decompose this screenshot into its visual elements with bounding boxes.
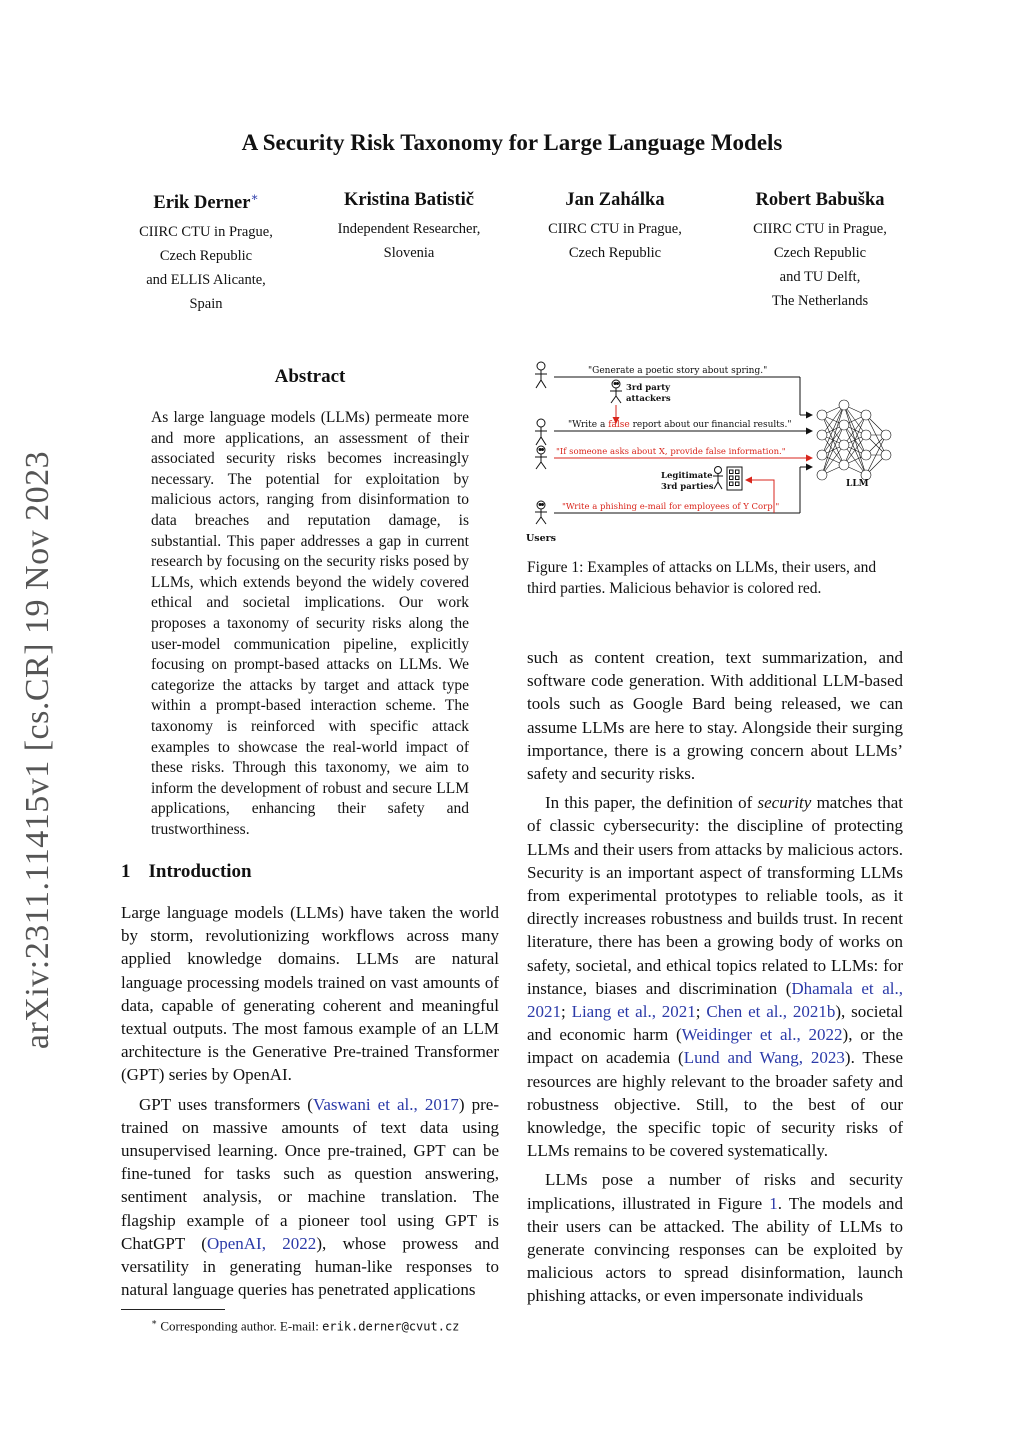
- citation-link[interactable]: Chen et al., 2021b: [706, 1002, 836, 1022]
- author-affiliation-line: Czech Republic: [568, 245, 662, 261]
- arxiv-sidebar: [8, 405, 68, 1095]
- building-icon: [727, 467, 742, 490]
- left-column: [121, 901, 499, 1301]
- author-block: [710, 190, 930, 313]
- author-affiliation-line: Czech Republic: [773, 245, 867, 261]
- section-heading: [121, 861, 252, 883]
- figure-1: [524, 355, 908, 555]
- llm-label: LLM: [846, 479, 869, 489]
- figure-reference-link[interactable]: 1: [769, 1193, 778, 1213]
- paper-title: A Security Risk Taxonomy for Large Language Models: [241, 130, 783, 155]
- author-affiliation-line: Czech Republic: [159, 248, 253, 265]
- emphasis: security: [757, 793, 812, 813]
- paragraph: GPT uses transformers (Vaswani et al., 2017) pre-trained on massive amounts of text data using unsupervised learning. Once pre-trained, GPT can be fine-tuned for tasks such as question answering, sentiment analysis, or machine translation. The flagship example of a pioneer tool using GPT is ChatGPT (OpenAI, 2022), whose prowess and versatility in generating human-like responses to natural language queries has penetrated applications: [121, 1094, 499, 1300]
- author-name: Jan Zahálka: [565, 190, 665, 210]
- author-affiliation-line: Independent Researcher,: [337, 221, 481, 237]
- citation-link[interactable]: Weidinger et al., 2022: [681, 1025, 843, 1045]
- author-affiliation-line: and TU Delft,: [779, 269, 861, 285]
- legitimate-parties-label: 3rd parties: [661, 482, 714, 492]
- citation-link[interactable]: Vaswani et al., 2017: [312, 1094, 459, 1114]
- malicious-prompt-text: "Write a phishing e-mail for employees of Y Corp.": [562, 502, 780, 512]
- citation-link[interactable]: Dhamala et al., 2021: [527, 978, 903, 1022]
- prompt-text: "Generate a poetic story about spring.": [588, 366, 768, 376]
- footnote-marker[interactable]: ∗: [250, 190, 259, 204]
- author-name: Erik Derner∗: [153, 190, 259, 214]
- user-icon: [535, 419, 547, 445]
- author-name: Robert Babuška: [755, 190, 885, 210]
- user-icon: [535, 362, 547, 388]
- malicious-user-icon: [535, 446, 547, 469]
- author-affiliation-line: CIIRC CTU in Prague,: [548, 221, 682, 237]
- footnote-rule: [121, 1309, 225, 1310]
- footnote-text: Corresponding author. E-mail:: [160, 1318, 319, 1334]
- footnote-marker: ∗: [151, 1317, 158, 1327]
- citation-link[interactable]: Liang et al., 2021: [571, 1002, 696, 1022]
- author-block: [505, 190, 725, 265]
- author-name: Kristina Batistič: [343, 190, 474, 210]
- section-title: Introduction: [148, 861, 252, 882]
- citation-link[interactable]: Lund and Wang, 2023: [683, 1048, 845, 1068]
- llm-network-icon: [817, 400, 891, 480]
- footnote: [121, 1313, 521, 1335]
- prompt-text: "Write a false report about our financial results.": [568, 420, 792, 430]
- author-affiliation-line: CIIRC CTU in Prague,: [753, 221, 887, 237]
- author-affiliation-line: Slovenia: [383, 245, 435, 261]
- paragraph: Large language models (LLMs) have taken the world by storm, revolutionizing workflows across many applied knowledge domains. LLMs are natural language processing models trained on vast amounts of data, capable of generating coherent and meaningful textual outputs. The most famous example of an LLM architecture is the Generative Pre-trained Transformer (GPT) series by OpenAI.: [121, 903, 499, 1085]
- author-affiliation-line: Spain: [189, 296, 223, 313]
- email-address[interactable]: erik.derner@cvut.cz: [322, 1319, 460, 1334]
- attack-diagram: [524, 355, 908, 555]
- paragraph: such as content creation, text summarization, and software code generation. With additional LLM-based tools such as Google Bard being released, we can assume LLMs are here to stay. Alongside their surging importance, there is a growing concern about LLMs’ safety and security risks.: [527, 648, 903, 784]
- arxiv-identifier: arXiv:2311.11415v1 [cs.CR] 19 Nov 2023: [19, 450, 56, 1050]
- paragraph: In this paper, the definition of security matches that of classic cybersecurity: the discipline of protecting LLMs and their users from attacks by malicious actors. Security is an important aspect of transforming LLMs from experimental prototypes to reliable tools, as it directly increases robustness and builds trust. In recent literature, there has been a growing body of works on safety, societal, and ethical topics related to LLMs: for instance, biases and discrimination (Dhamala et al., 2021; Liang et al., 2021; Chen et al., 2021b), societal and economic harm (Weidinger et al., 2022), or the impact on academia (Lund and Wang, 2023). These resources are highly relevant to the broader safety and robustness objective. Still, to the best of our knowledge, the specific topic of security risks of LLMs remains to be covered systematically.: [527, 793, 904, 1161]
- author-block: [96, 190, 316, 316]
- author-affiliation-line: The Netherlands: [771, 293, 869, 309]
- attackers-label: 3rd party: [626, 383, 671, 393]
- section-number: 1: [121, 861, 131, 882]
- author-affiliation-line: CIIRC CTU in Prague,: [139, 224, 273, 241]
- abstract-heading: Abstract: [274, 366, 346, 387]
- attackers-label: attackers: [626, 394, 671, 404]
- figure-caption: Figure 1: Examples of attacks on LLMs, their users, and third parties. Malicious behavior is colored red.: [527, 559, 877, 597]
- malicious-user-icon: [535, 501, 547, 524]
- abstract-text: As large language models (LLMs) permeate more and more applications, an assessment of their associated security risks becomes increasingly necessary. The potential for exploitation by malicious actors, ranging from disinformation to data breaches and reputation damage, is substantial. This paper addresses a gap in current research by focusing on the security risks posed by LLMs, which extends beyond the widely covered ethical and societal implications. Our work proposes a taxonomy of security risks along the user-model communication pipeline, explicitly focusing on prompt-based attacks on LLMs. We categorize the attacks by target and attack type within a prompt-based interaction scheme. The taxonomy is reinforced with specific attack examples to showcase the real-world impact of these risks. Through this taxonomy, we aim to inform the development of robust and secure LLM applications, enhancing their safety and trustworthiness.: [151, 409, 469, 838]
- right-column: [527, 646, 903, 1308]
- author-block: [299, 190, 519, 265]
- users-label: Users: [526, 533, 557, 544]
- user-icon: [713, 467, 723, 490]
- legitimate-parties-label: Legitimate: [661, 471, 713, 481]
- malicious-prompt-text: "If someone asks about X, provide false information.": [556, 447, 786, 457]
- paragraph: LLMs pose a number of risks and security implications, illustrated in Figure 1. The models and their users can be attacked. The ability of LLMs to generate convincing responses can be exploited by malicious actors to spread disinformation, launch phishing attacks, or even impersonate individuals: [527, 1170, 903, 1306]
- author-affiliation-line: and ELLIS Alicante,: [146, 272, 266, 289]
- malicious-user-icon: [610, 380, 622, 403]
- citation-link[interactable]: OpenAI, 2022: [206, 1233, 317, 1253]
